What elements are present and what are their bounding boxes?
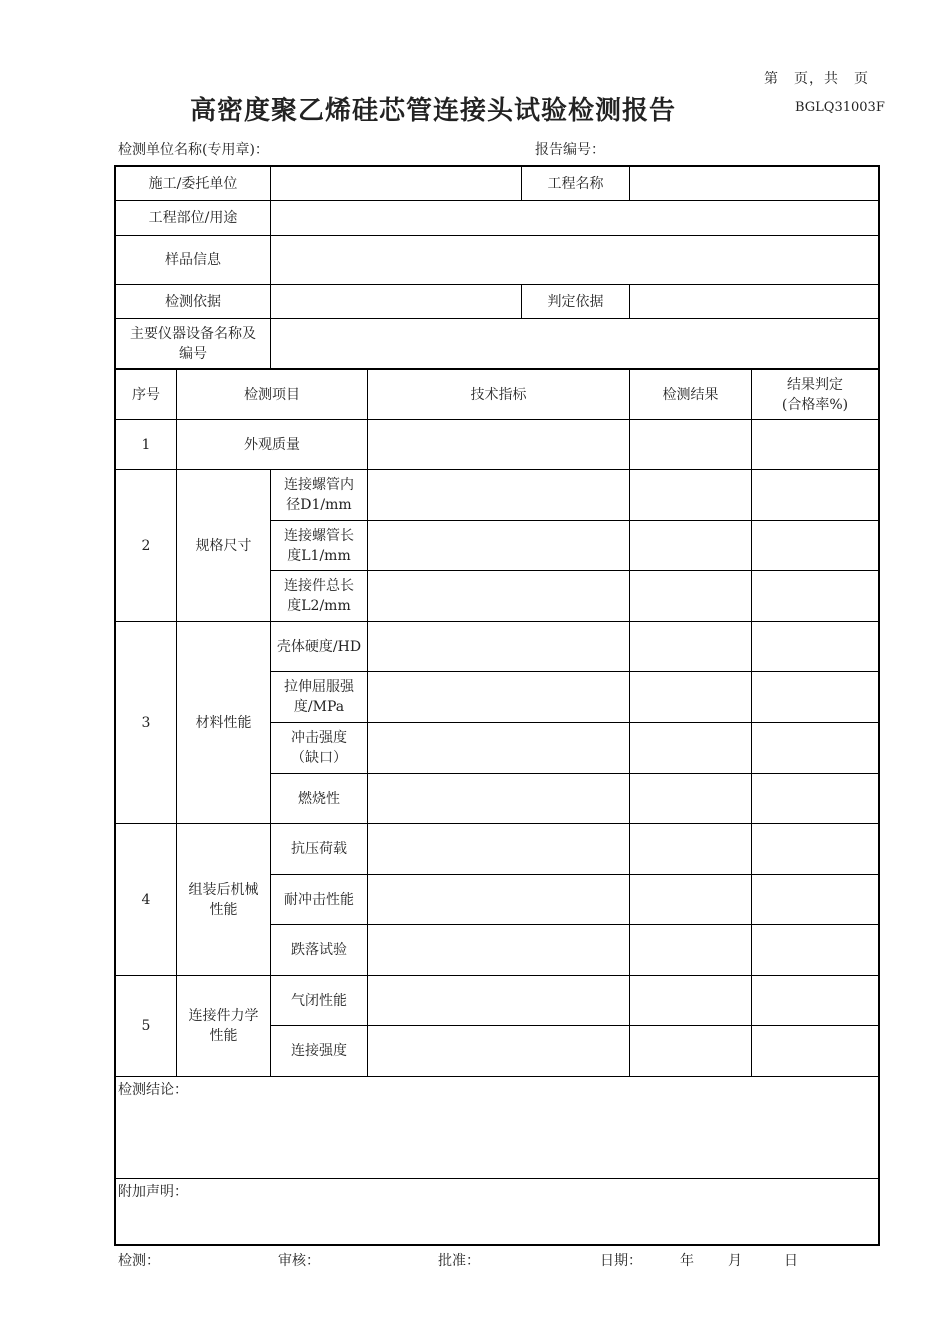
row-no: 5 bbox=[116, 976, 177, 1077]
sample-value[interactable] bbox=[271, 236, 878, 285]
item-name: 组装后机械性能 bbox=[177, 824, 271, 976]
judgement-cell[interactable] bbox=[752, 824, 878, 875]
org-label: 检测单位名称(专用章)： bbox=[118, 142, 269, 158]
judgement-cell[interactable] bbox=[752, 925, 878, 976]
basis-value[interactable] bbox=[271, 285, 522, 319]
conclusion-label: 检测结论： bbox=[118, 1082, 188, 1098]
judge-label: 判定依据 bbox=[522, 285, 630, 319]
spec-cell[interactable] bbox=[368, 571, 630, 622]
spec-cell[interactable] bbox=[368, 976, 630, 1026]
sub-item: 燃烧性 bbox=[271, 774, 368, 824]
reviewer-label: 审核： bbox=[278, 1253, 320, 1269]
spec-cell[interactable] bbox=[368, 824, 630, 875]
judge-value[interactable] bbox=[630, 285, 878, 319]
conclusion-section[interactable] bbox=[116, 1077, 878, 1179]
judgement-cell[interactable] bbox=[752, 420, 878, 470]
report-table bbox=[114, 165, 880, 1246]
col-no-header: 序号 bbox=[116, 370, 177, 420]
form-code: BGLQ31003F bbox=[795, 100, 885, 115]
item-name: 连接件力学性能 bbox=[177, 976, 271, 1077]
location-label: 工程部位/用途 bbox=[116, 201, 271, 236]
location-value[interactable] bbox=[271, 201, 878, 236]
spec-cell[interactable] bbox=[368, 723, 630, 774]
result-cell[interactable] bbox=[630, 824, 752, 875]
col-spec-header: 技术指标 bbox=[368, 370, 630, 420]
judgement-cell[interactable] bbox=[752, 723, 878, 774]
equipment-value[interactable] bbox=[271, 319, 878, 369]
judgement-cell[interactable] bbox=[752, 622, 878, 672]
client-label: 施工/委托单位 bbox=[116, 167, 271, 201]
report-number-label: 报告编号： bbox=[535, 142, 605, 158]
day-label: 日 bbox=[784, 1253, 798, 1269]
month-label: 月 bbox=[728, 1253, 742, 1269]
result-cell[interactable] bbox=[630, 774, 752, 824]
client-value[interactable] bbox=[271, 167, 522, 201]
spec-cell[interactable] bbox=[368, 672, 630, 723]
result-cell[interactable] bbox=[630, 723, 752, 774]
result-cell[interactable] bbox=[630, 976, 752, 1026]
result-cell[interactable] bbox=[630, 622, 752, 672]
project-value[interactable] bbox=[630, 167, 878, 201]
approver-label: 批准： bbox=[438, 1253, 480, 1269]
sample-label: 样品信息 bbox=[116, 236, 271, 285]
result-cell[interactable] bbox=[630, 420, 752, 470]
statement-label: 附加声明： bbox=[118, 1184, 188, 1200]
col-result-header: 检测结果 bbox=[630, 370, 752, 420]
col-item-header: 检测项目 bbox=[177, 370, 368, 420]
spec-cell[interactable] bbox=[368, 470, 630, 521]
spec-cell[interactable] bbox=[368, 521, 630, 571]
spec-cell[interactable] bbox=[368, 875, 630, 925]
date-label: 日期： bbox=[600, 1253, 642, 1269]
spec-cell[interactable] bbox=[368, 622, 630, 672]
basis-label: 检测依据 bbox=[116, 285, 271, 319]
result-cell[interactable] bbox=[630, 521, 752, 571]
sub-item: 耐冲击性能 bbox=[271, 875, 368, 925]
sub-item: 连接件总长度L2/mm bbox=[271, 571, 368, 622]
judgement-cell[interactable] bbox=[752, 976, 878, 1026]
judgement-cell[interactable] bbox=[752, 672, 878, 723]
sub-item: 连接螺管长度L1/mm bbox=[271, 521, 368, 571]
col-judgement-header: 结果判定(合格率%) bbox=[752, 370, 878, 420]
judgement-cell[interactable] bbox=[752, 875, 878, 925]
sub-item: 跌落试验 bbox=[271, 925, 368, 976]
row-no: 3 bbox=[116, 622, 177, 824]
sub-item: 气闭性能 bbox=[271, 976, 368, 1026]
statement-section[interactable] bbox=[116, 1179, 878, 1244]
equipment-label: 主要仪器设备名称及编号 bbox=[116, 319, 271, 369]
row-no: 2 bbox=[116, 470, 177, 622]
sub-item: 拉伸屈服强度/MPa bbox=[271, 672, 368, 723]
item-name: 规格尺寸 bbox=[177, 470, 271, 622]
sub-item: 冲击强度（缺口） bbox=[271, 723, 368, 774]
sub-item: 连接强度 bbox=[271, 1026, 368, 1077]
report-title: 高密度聚乙烯硅芯管连接头试验检测报告 bbox=[189, 96, 676, 126]
judgement-cell[interactable] bbox=[752, 521, 878, 571]
row-no: 1 bbox=[116, 420, 177, 470]
item-name: 材料性能 bbox=[177, 622, 271, 824]
sub-item: 抗压荷载 bbox=[271, 824, 368, 875]
tester-label: 检测： bbox=[118, 1253, 160, 1269]
judgement-cell[interactable] bbox=[752, 571, 878, 622]
page-info: 第 页，共 页 bbox=[764, 71, 869, 87]
row-no: 4 bbox=[116, 824, 177, 976]
sub-item: 连接螺管内径D1/mm bbox=[271, 470, 368, 521]
judgement-cell[interactable] bbox=[752, 774, 878, 824]
judgement-cell[interactable] bbox=[752, 470, 878, 521]
result-cell[interactable] bbox=[630, 875, 752, 925]
result-cell[interactable] bbox=[630, 571, 752, 622]
year-label: 年 bbox=[680, 1253, 694, 1269]
spec-cell[interactable] bbox=[368, 1026, 630, 1077]
sub-item: 壳体硬度/HD bbox=[271, 622, 368, 672]
project-label: 工程名称 bbox=[522, 167, 630, 201]
result-cell[interactable] bbox=[630, 1026, 752, 1077]
item-name: 外观质量 bbox=[177, 420, 368, 470]
judgement-cell[interactable] bbox=[752, 1026, 878, 1077]
result-cell[interactable] bbox=[630, 470, 752, 521]
spec-cell[interactable] bbox=[368, 774, 630, 824]
result-cell[interactable] bbox=[630, 925, 752, 976]
result-cell[interactable] bbox=[630, 672, 752, 723]
spec-cell[interactable] bbox=[368, 420, 630, 470]
spec-cell[interactable] bbox=[368, 925, 630, 976]
